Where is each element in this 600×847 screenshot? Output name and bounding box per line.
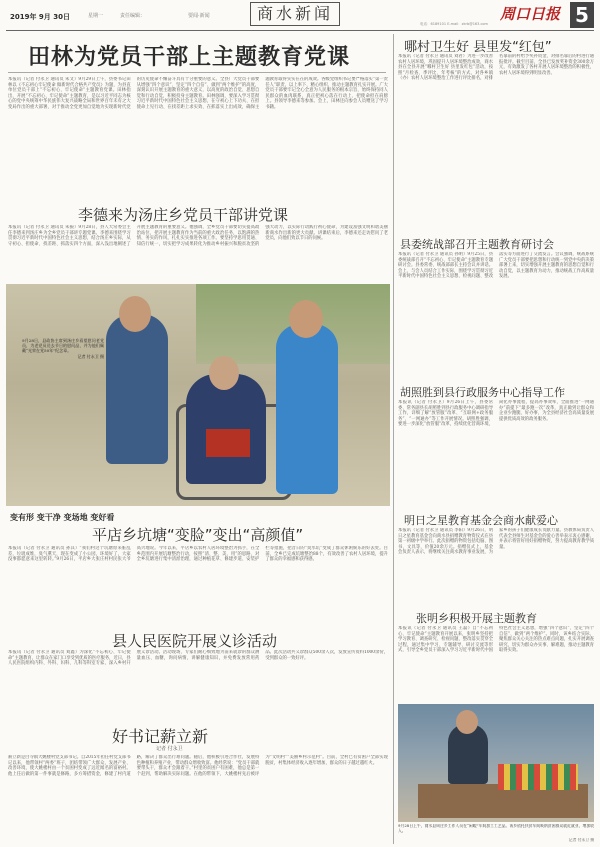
main-body: 本报讯（记者 付永卫 通讯员 朱文）9月29日上午，县委书记田林以《不忘初心牢记使命 做新时代合格共产党员》为题，为县直单位党员干部上“不忘初心、牢记使命”主题教育党课。田林指出，开展“不忘初心、牢记使命”主题教育，是以习近平同志为核心的党中央统筹中华民族伟大复兴战略全局和世界百年未有之大变局作出的重大部署，对于推动全党更加自觉地为实现新时代党的历史使命不懈奋斗具有十分重要的意义。全县广大党员干部要从增强“四个意识”、坚定“四个自信”、做到“两个维护”的高度，深刻认识开展主题教育的重大意义，以高度的政治自觉、思想自觉和行动自觉，积极投身主题教育。田林强调，要深入学习贯彻习近平新时代中国特色社会主义思想，在守初心上下功夫、在担使命上见行动、在找差距上求实效、在抓落实上出成效，确保主题教育取得实实在在的成效。各级党组织书记要严格落实“第一责任人”职责，以上率下、精心组织，推动主题教育扎实开展。广大党员干部要牢记全心全意为人民服务的根本宗旨，始终保持同人民群众的血肉联系，真正把初心落在行动上、把使命担在肩膀上。县领导李德来等参加。会上，田林还向参会人员赠送了学习书籍。 — [8, 77, 388, 110]
li-body: 本报讯（记者 付永卫 通讯员 朱振）9月28日，县人大常委会主任李德来到汤庄乡为全乡党员干部讲专题党课。李德来围绕学习贯彻习近平新时代中国特色社会主义思想，结合汤庄乡实际，从守初心、担使命、找差距、抓落实四个方面，深入浅出地阐述了开展主题教育的重要意义。他强调，全乡党员干部要切实提高政治站位，把开展主题教育作为当前的重大政治任务，以饱满的热情、务实的作风，扎扎实实推进各项工作。要坚持学思用贯通、知信行统一，切实把学习成果转化为推动乡村振兴和脱贫攻坚的强大动力，以实际行动践行初心使命，为建设富强文明和谐美丽新商水作出新的更大贡献。讲课结束后，李德来还走访慰问了老党员，向他们致以节日的问候。 — [8, 225, 388, 247]
column-divider — [393, 34, 394, 844]
tongzhan-headline: 县委统战部召开主题教育研讨会 — [400, 238, 554, 251]
photo-caption: 9月28日，县政协主席到汤庄乡看望慰问老党员，为老党员送去节日的慰问品，并为他们佩戴“光荣在党50年”纪念章。 — [22, 338, 104, 354]
photo-head-right — [289, 300, 323, 338]
main-headline: 田林为党员干部上主题教育党课 — [28, 45, 351, 70]
main-headline-rule — [8, 72, 386, 73]
newspaper-name: 周口日报 — [500, 5, 561, 23]
tongzhan-body: 本报讯（记者 付永卫 通讯员 孙明）9月25日，县委统战部召开“不忘初心、牢记使命”主题教育专题研讨会。县委常委、统战部部长主持会议并讲话。会上，与会人员结合工作实际，围绕学习贯彻习近平新时代中国特色社会主义思想、检视问题、整改落实等方面进行了交流发言。会议强调，统战系统广大党员干部要把思想和行动统一到党中央的决策部署上来，切实增强开展主题教育的思想自觉和行动自觉，以主题教育为动力，推动统战工作高质量发展。 — [398, 252, 594, 280]
page-number: 5 — [575, 3, 589, 27]
pingdian-headline: 平店乡坑塘“变脸”变出“高颜值” — [92, 526, 304, 544]
hu-body: 本报讯（记者 付永卫）9月26日上午，县委常委、常务副县长胡照胜到县行政服务中心调研指导工作，详细了解“放管服”改革、“互联网+政务服务”、“一网通办”等工作开展情况。胡照胜强调，要进一步深化“放管服”改革，持续优化营商环境，简化办事流程，提高办事效率，全面推进“一网通办”前提下“最多跑一次”改革，真正做到让群众和企业少跑腿、好办事，为全县经济社会高质量发展提供优质高效的政务服务。 — [398, 400, 594, 428]
hospital-headline: 县人民医院开展义诊活动 — [112, 632, 278, 650]
workshop-caption: 9月28日上午，商水县周庄乡工作人员在“闲暇”车间加工工艺品。该乡依托扶贫车间吸纳贫困群众就近就业，增加收入。 — [398, 824, 594, 833]
masthead — [0, 0, 600, 30]
photo-gift-box — [206, 429, 250, 457]
photo-credit: 记者 付永卫 摄 — [77, 353, 104, 359]
pingdian-kicker: 变有形 变干净 变场地 变好看 — [10, 513, 115, 522]
workshop-worker-head — [456, 710, 478, 734]
zhangming-body: 本报讯（记者 付永卫 通讯员 王磊）自“不忘初心、牢记使命”主题教育开展以来，张明乡坚持把学习教育、调查研究、检视问题、整改落实贯穿全过程，通过集中学习、专题辅导、研讨交流等形式，引导全乡党员干部深入学习习近平新时代中国特色社会主义思想，增强“四个意识”、坚定“四个自信”、做到“两个维护”。同时，该乡结合实际，聚焦群众关心关注的热点难点问题，扎实开展调查研究，切实为群众办实事、解难题，推动主题教育取得实效。 — [398, 626, 594, 654]
issue-weekday: 星期一 — [88, 13, 104, 19]
photo-head-left — [119, 296, 151, 332]
mingri-headline: 明日之星教育基金会商水献爱心 — [404, 514, 558, 527]
workshop-credit: 记者 付永卫 摄 — [568, 838, 594, 842]
shuji-byline: 记者 付永卫 — [156, 746, 183, 752]
editor-line: 责任编辑： — [120, 13, 146, 19]
photo-person-right — [276, 324, 338, 494]
section-title-box — [250, 2, 340, 26]
weisheng-body: 本报讯（记者 付永卫 通讯员 刘君）为进一步改善农村人居环境，巩固提升人居环境整治成效，商水县在全县开展“哪村卫生好 县里发红包”活动，按照“月检查、季评比、年考核”的方式，对各乡镇（办）农村人居环境整治工作进行评比排名，对排名靠前的村给予奖补资金，对排名靠后的村进行通报批评。截至目前，全县已发放奖补资金300余万元，有效激发了各村开展人居环境整治的积极性，农村人居环境得到明显改善。 — [398, 54, 594, 82]
weisheng-headline: 哪村卫生好 县里发“红包” — [404, 40, 552, 55]
masthead-rule — [6, 30, 594, 31]
photo-person-left — [106, 314, 168, 464]
li-headline: 李德来为汤庄乡党员干部讲党课 — [78, 206, 289, 224]
contact-line: 电话：6189101 E-mail：zkrb@163.com — [420, 22, 488, 26]
hu-headline: 胡照胜到县行政服务中心指导工作 — [400, 386, 565, 399]
issue-date: 2019年 9月 30日 — [10, 13, 70, 21]
photo-caption-box — [22, 338, 104, 408]
page-number-box — [570, 2, 594, 28]
shuji-body: 薪立新是白寺镇大姚楼村党支部书记。自2015年担任村党支部书记以来，他带领村“两委”班子，团结带领广大群众，发展产业、改善环境，使大姚楼村由一个贫困村变成了远近闻名的富裕村。他上任后做的第一件事就是修路，多方筹措资金，修建了村内道路，解决了群众出行难问题。随后，他积极引进合作社，发展特色种植和养殖产业，带动群众增收致富。他经常说：“党员干部就要带头干，群众才会跟着干。”村里的贫困户有困难，他总是第一个赶到，帮助解决实际问题。在他的带领下，大姚楼村先后被评为“文明村”“美丽乡村示范村”。目前，全村已有贫困户全部实现脱贫，村集体经济收入逐年增加，群众的日子越过越红火。 — [8, 755, 388, 777]
shuji-headline: 好书记薪立新 — [112, 727, 209, 746]
section-label: 要闻·新闻 — [188, 13, 210, 19]
photo-head-elder — [209, 356, 239, 390]
li-photo — [6, 284, 390, 506]
workshop-photo — [398, 704, 594, 822]
zhangming-headline: 张明乡积极开展主题教育 — [416, 612, 537, 625]
hospital-body: 本报讯（记者 付永卫 通讯员 刘鑫）为深化“不忘初心、牢记使命”主题教育，让群众在家门口享受到优质的医疗服务，近日，县人民医院组织内科、外科、妇科、儿科等科室专家，深入乡村开展义诊活动。活动现场，专家们耐心细致地为前来就诊的群众测量血压、血糖，询问病情，讲解健康知识，并免费发放常用药品。此次活动共义诊群众500余人次，发放宣传资料1000余份，受到群众的一致好评。 — [8, 650, 388, 667]
workshop-crafts — [498, 764, 578, 790]
section-title: 商水新闻 — [256, 4, 333, 23]
pingdian-body: 本报讯（记者 付永卫 通讯员 孙其）“我们村这个坑塘原来脏乱差，垃圾成堆，臭气熏天，现在变成了小公园，环境好了，大家没事都愿意来这里转转。”9月26日，平店乡大张庄村村民张大爷高兴地说。今年以来，平店乡以农村人居环境整治为抓手，在全乡范围内开展坑塘整治行动，按照“清、整、美、用”的思路，对全乡坑塘进行集中清淤治理，通过种植花草、修建步道、安装护栏等措施，把昔日的“臭水坑”变成了群众休闲娱乐的好去处。目前，全乡已完成坑塘整治88个，有效改善了农村人居环境，提升了群众的幸福感和获得感。 — [8, 546, 388, 563]
mingri-body: 本报讯（记者 付永卫 通讯员 李阳）9月26日，明日之星教育基金会向商水县捐赠教育物资仪式在县第一初级中学举行。此次捐赠的物资包括电脑、图书、文具等，价值20余万元。捐赠仪式上，基金会负责人表示，将继续关注商水教育事业发展，为家乡的孩子们健康成长贡献力量。县教体局负责人代表全县师生对基金会的爱心善举表示衷心感谢，并表示将管好用好捐赠物资，努力提高教育教学质量。 — [398, 528, 594, 556]
